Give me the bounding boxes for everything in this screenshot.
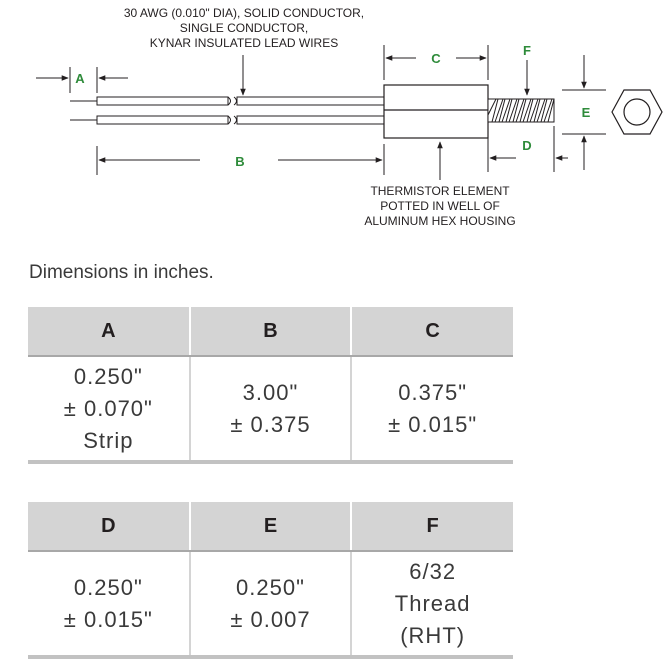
table-header-row [28,502,513,551]
value-cell-d [28,551,190,657]
cell-line: 0.375" [398,379,468,405]
dimension-label-c: C [431,51,441,66]
column-header-f: F [351,502,513,551]
column-header-e: E [190,502,352,551]
column-header-c: C [351,307,513,356]
cell-line: ± 0.007 [230,606,311,632]
hex-housing [384,85,488,138]
column-header-a: A [28,307,190,356]
dimension-table-abc [28,307,513,464]
column-header-b: B [190,307,352,356]
cell-line: Strip [83,427,134,453]
table-row [28,356,513,462]
lead-wire-note-line: 30 AWG (0.010" DIA), SOLID CONDUCTOR, [123,6,365,20]
cell-line: Thread [394,590,471,616]
cell-line: 0.250" [236,574,305,600]
dimension-label-f: F [523,43,531,58]
cell-line: ± 0.015" [63,606,153,632]
value-cell-a [28,356,190,462]
thermistor-note-line: POTTED IN WELL OF [380,199,500,213]
cell-line: ± 0.375 [230,411,311,437]
thermistor-note-line: THERMISTOR ELEMENT [370,184,510,198]
thermistor-note-line: ALUMINUM HEX HOUSING [364,214,516,228]
table-row [28,551,513,657]
lead-wire-note-line: KYNAR INSULATED LEAD WIRES [149,36,339,50]
cell-line: ± 0.070" [63,395,153,421]
dimension-table-def [28,502,513,659]
thermistor-element-note [330,184,550,229]
table-header-row [28,307,513,356]
cell-line: ± 0.015" [388,411,478,437]
column-header-d: D [28,502,190,551]
lead-wires [70,97,384,124]
cell-line: 0.250" [73,574,143,600]
dimensions-caption: Dimensions in inches. [29,262,214,283]
value-cell-b [190,356,352,462]
cell-line: (RHT) [400,622,466,648]
value-cell-c [351,356,513,462]
dimension-label-d: D [522,138,532,153]
dimension-label-a: A [75,71,85,86]
value-cell-f [351,551,513,657]
value-cell-e [190,551,352,657]
dimension-label-e: E [581,105,591,120]
threaded-stud [488,99,554,122]
lead-wire-note-line: SINGLE CONDUCTOR, [179,21,309,35]
cell-line: 3.00" [242,379,299,405]
cell-line: 0.250" [73,363,143,389]
cell-line: 6/32 [409,558,457,584]
lead-wire-note [110,6,378,51]
dimension-label-b: B [235,154,245,169]
hex-end-view [612,90,662,134]
